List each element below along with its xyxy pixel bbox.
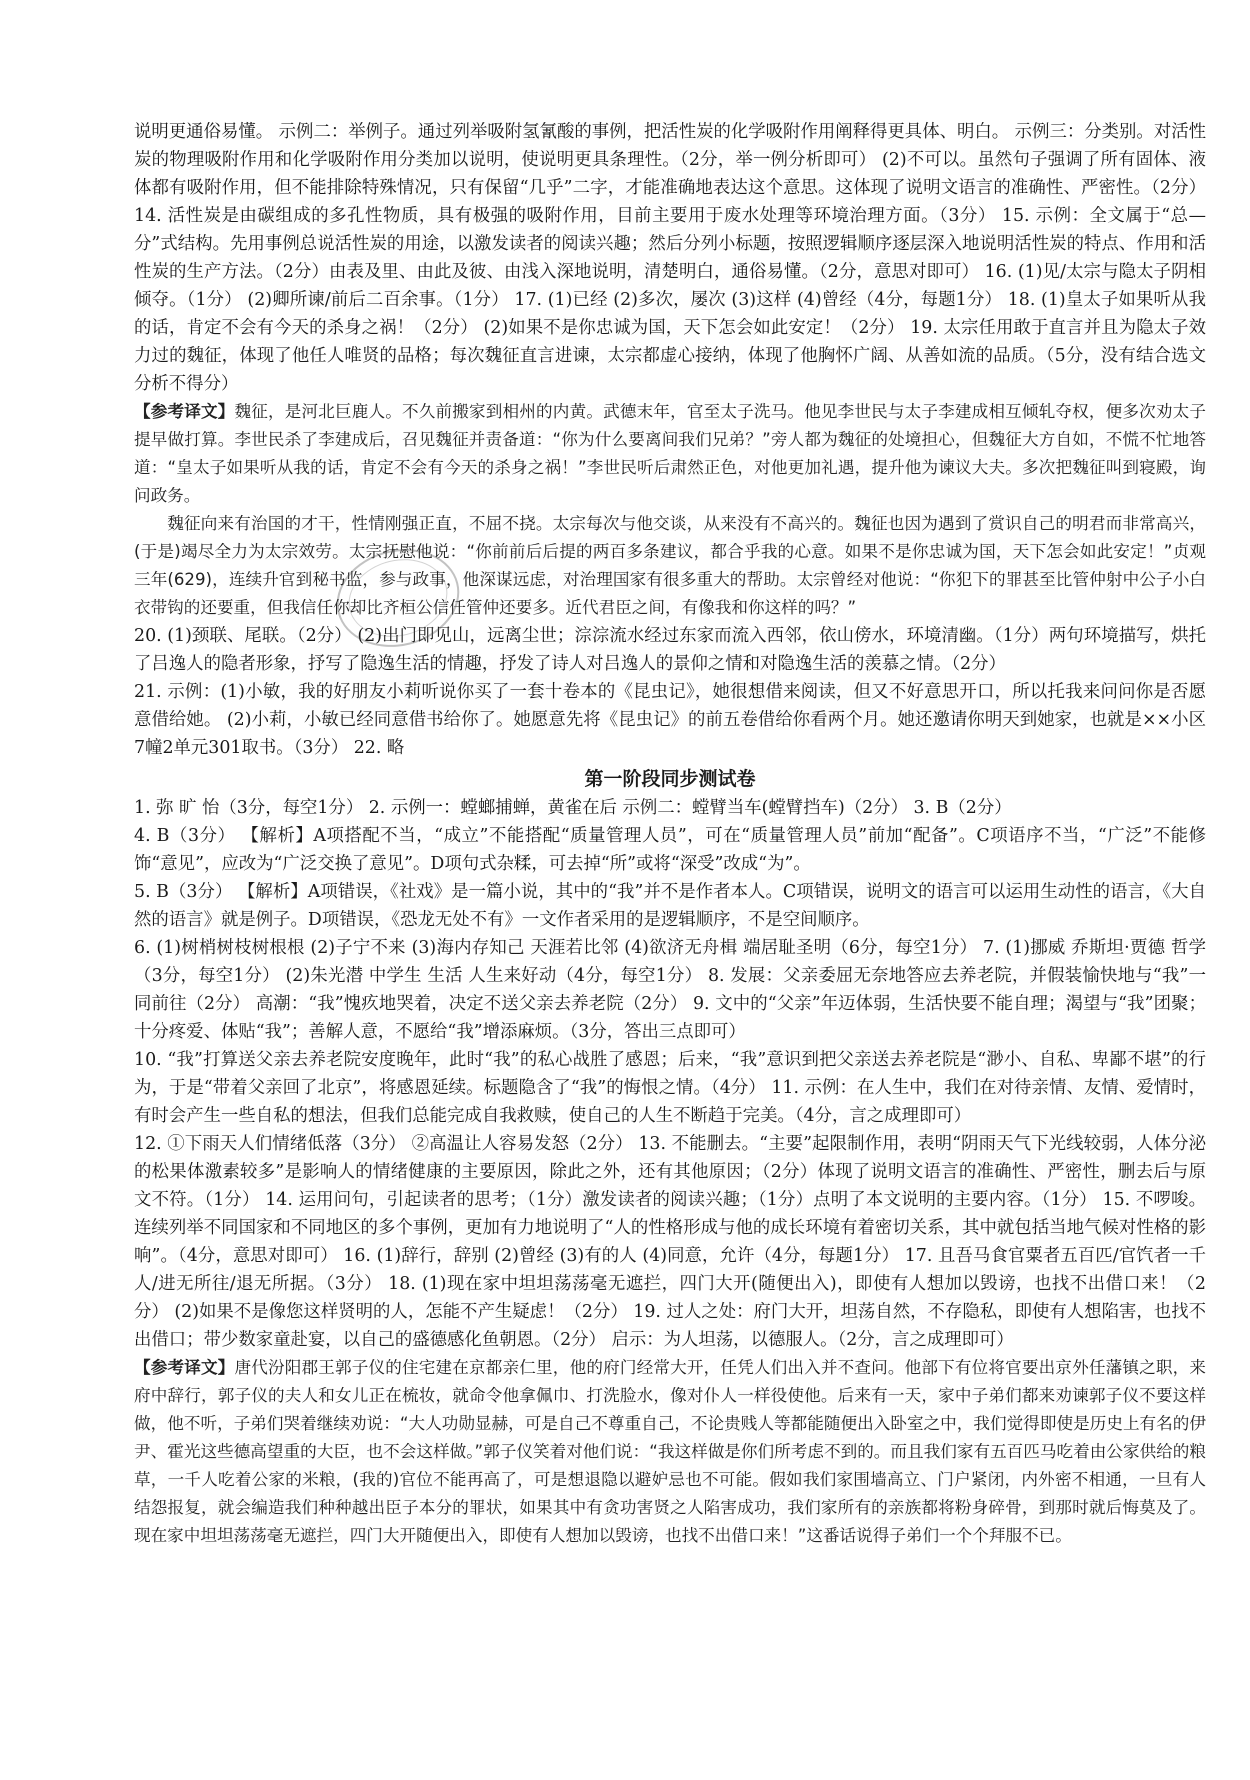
answers-part-3: 21. 示例：(1)小敏，我的好朋友小莉听说你买了一套十卷本的《昆虫记》，她很想借来阅读，但又不好意思开口，所以托我来问问你是否愿意借给她。 (2)小莉，小敏已经同意借书给你了。她愿意先将《昆虫记》的前五卷借给你看两个月。她还邀请你明天到她家，也就是××小区7幢2单元301取书。（3分） 22. 略 [134, 682, 1206, 758]
reference-translation-2 [134, 1354, 1206, 1550]
reference-translation-label-2: 【参考译文】 [134, 1358, 235, 1377]
answers-part-8: 10. “我”打算送父亲去养老院安度晚年，此时“我”的私心战胜了感恩；后来，“我”意识到把父亲送去养老院是“渺小、自私、卑鄙不堪”的行为，于是“带着父亲回了北京”，将感恩延续。标题隐含了“我”的悔恨之情。（4分） 11. 示例：在人生中，我们在对待亲情、友情、爱情时，有时会产生一些自私的想法，但我们总能完成自我救赎，使自己的人生不断趋于完美。（4分，言之成理即可） [134, 1050, 1206, 1126]
answers-part-9: 12. ①下雨天人们情绪低落（3分） ②高温让人容易发怒（2分） 13. 不能删去。“主要”起限制作用，表明“阴雨天气下光线较弱，人体分泌的松果体激素较多”是影响人的情绪健康的主要原因，除此之外，还有其他原因；（2分）体现了说明文语言的准确性、严密性，删去后与原文不符。（1分） 14. 运用问句，引起读者的思考；（1分）激发读者的阅读兴趣；（1分）点明了本文说明的主要内容。（1分） 15. 不啰唆。连续列举不同国家和不同地区的多个事例，更加有力地说明了“人的性格形成与他的成长环境有着密切关系，其中就包括当地气候对性格的影响”。（4分，意思对即可） 16. (1)辞行，辞别 (2)曾经 (3)有的人 (4)同意，允许（4分，每题1分） 17. 且吾马食官粟者五百匹/官饩者一千人/进无所往/退无所据。（3分） 18. (1)现在家中坦坦荡荡毫无遮拦，四门大开(随便出入)，即使有人想加以毁谤，也找不出借口来！（2分） (2)如果不是像您这样贤明的人，怎能不产生疑虑！（2分） 19. 过人之处：府门大开，坦荡自然，不存隐私，即使有人想陷害，也找不出借口；带少数家童赴宴，以自己的盛德感化鱼朝恩。（2分） 启示：为人坦荡，以德服人。（2分，言之成理即可） [134, 1134, 1206, 1350]
translation-paragraph: 魏征，是河北巨鹿人。不久前搬家到相州的内黄。武德末年，官至太子洗马。他见李世民与太子李建成相互倾轧夺权，便多次劝太子提早做打算。李世民杀了李建成后，召见魏征并责备道：“你为什么要离间我们兄弟？”旁人都为魏征的处境担心，但魏征大方自如，不慌不忙地答道：“皇太子如果听从我的话，肯定不会有今天的杀身之祸！”李世民听后肃然正色，对他更加礼遇，提升他为谏议大夫。多次把魏征叫到寝殿，询问政务。 [134, 402, 1206, 505]
answers-part-7: 6. (1)树梢树枝树根根 (2)子宁不来 (3)海内存知己 天涯若比邻 (4)欲济无舟楫 端居耻圣明（6分，每空1分） 7. (1)挪威 乔斯坦·贾德 哲学（3分，每空1分） (2)朱光潜 中学生 生活 人生来好动（4分，每空1分） 8. 发展：父亲委屈无奈地答应去养老院，并假装愉快地与“我”一同前往（2分） 高潮：“我”愧疚地哭着，决定不送父亲去养老院（2分） 9. 文中的“父亲”年迈体弱，生活快要不能自理；渴望与“我”团聚；十分疼爱、体贴“我”；善解人意，不愿给“我”增添麻烦。（3分，答出三点即可） [134, 938, 1206, 1042]
reference-translation-label: 【参考译文】 [134, 402, 235, 421]
answers-part-6: 5. B（3分） 【解析】A项错误，《社戏》是一篇小说，其中的“我”并不是作者本人。C项错误，说明文的语言可以运用生动性的语言，《大自然的语言》就是例子。D项错误，《恐龙无处不有》一文作者采用的是逻辑顺序，不是空间顺序。 [134, 882, 1206, 930]
answers-part-4: 1. 弥 旷 怡（3分，每空1分） 2. 示例一：螳螂捕蝉，黄雀在后 示例二：螳臂当车(螳臂挡车)（2分） 3. B（2分） [134, 798, 1012, 818]
section-title: 第一阶段同步测试卷 [584, 768, 756, 790]
answers-part-2: 20. (1)颈联、尾联。（2分） (2)出门即见山，远离尘世；淙淙流水经过东家而流入西邻，依山傍水，环境清幽。（1分）两句环境描写，烘托了吕逸人的隐者形象，抒写了隐逸生活的情趣，抒发了诗人对吕逸人的景仰之情和对隐逸生活的羡慕之情。（2分） [134, 626, 1206, 674]
answers-part-1: 说明更通俗易懂。 示例二：举例子。通过列举吸附氢氰酸的事例，把活性炭的化学吸附作用阐释得更具体、明白。 示例三：分类别。对活性炭的物理吸附作用和化学吸附作用分类加以说明，使说明更具条理性。（2分，举一例分析即可） (2)不可以。虽然句子强调了所有固体、液体都有吸附作用，但不能排除特殊情况，只有保留“几乎”二字，才能准确地表达这个意思。这体现了说明文语言的准确性、严密性。（2分） 14. 活性炭是由碳组成的多孔性物质，具有极强的吸附作用，目前主要用于废水处理等环境治理方面。（3分） 15. 示例：全文属于“总—分”式结构。先用事例总说活性炭的用途，以激发读者的阅读兴趣；然后分列小标题，按照逻辑顺序逐层深入地说明活性炭的特点、作用和活性炭的生产方法。（2分）由表及里、由此及彼、由浅入深地说明，清楚明白，通俗易懂。（2分，意思对即可） 16. (1)见/太宗与隐太子阴相倾夺。（1分） (2)卿所谏/前后二百余事。（1分） 17. (1)已经 (2)多次，屡次 (3)这样 (4)曾经（4分，每题1分） 18. (1)皇太子如果听从我的话，肯定不会有今天的杀身之祸！（2分） (2)如果不是你忠诚为国，天下怎会如此安定！（2分） 19. 太宗任用敢于直言并且为隐太子效力过的魏征，体现了他任人唯贤的品格；每次魏征直言进谏，太宗都虚心接纳，体现了他胸怀广阔、从善如流的品质。（5分，没有结合选文分析不得分） [134, 122, 1212, 394]
answers-part-5: 4. B（3分） 【解析】A项搭配不当，“成立”不能搭配“质量管理人员”，可在“质量管理人员”前加“配备”。C项语序不当，“广泛”不能修饰“意见”，应改为“广泛交换了意见”。D项句式杂糅，可去掉“所”或将“深受”改成“为”。 [134, 826, 1206, 874]
translation-paragraph-2: 魏征向来有治国的才干，性情刚强正直，不屈不挠。太宗每次与他交谈，从来没有不高兴的。魏征也因为遇到了赏识自己的明君而非常高兴，(于是)竭尽全力为太宗效劳。太宗抚慰他说：“你前前后后提的两百多条建议，都合乎我的心意。如果不是你忠诚为国，天下怎会如此安定！”贞观三年(629)，连续升官到秘书监，参与政事，他深谋远虑，对治理国家有很多重大的帮助。太宗曾经对他说：“你犯下的罪甚至比管仲射中公子小白衣带钩的还要重，但我信任你却比齐桓公信任管仲还要多。近代君臣之间，有像我和你这样的吗？” [134, 514, 1206, 617]
reference-translation-1 [134, 398, 1206, 510]
translation-paragraph-3: 唐代汾阳郡王郭子仪的住宅建在京都亲仁里，他的府门经常大开，任凭人们出入并不查问。他部下有位将官要出京外任藩镇之职，来府中辞行，郭子仪的夫人和女儿正在梳妆，就命令他拿佩巾、打洗脸水，像对仆人一样役使他。后来有一天，家中子弟们都来劝谏郭子仪不要这样做，他不听，子弟们哭着继续劝说：“大人功勋显赫，可是自己不尊重自己，不论贵贱人等都能随便出入卧室之中，我们觉得即使是历史上有名的伊尹、霍光这些德高望重的大臣，也不会这样做。”郭子仪笑着对他们说：“我这样做是你们所考虑不到的。而且我们家有五百匹马吃着由公家供给的粮草，一千人吃着公家的米粮，(我的)官位不能再高了，可是想退隐以避妒忌也不可能。假如我们家围墙高立、门户紧闭，内外密不相通，一旦有人结怨报复，就会编造我们种种越出臣子本分的罪状，如果其中有贪功害贤之人陷害成功，我们家所有的亲族都将粉身碎骨，到那时就后悔莫及了。现在家中坦坦荡荡毫无遮拦，四门大开随便出入，即使有人想加以毁谤，也找不出借口来！”这番话说得子弟们一个个拜服不已。 [134, 1358, 1206, 1545]
